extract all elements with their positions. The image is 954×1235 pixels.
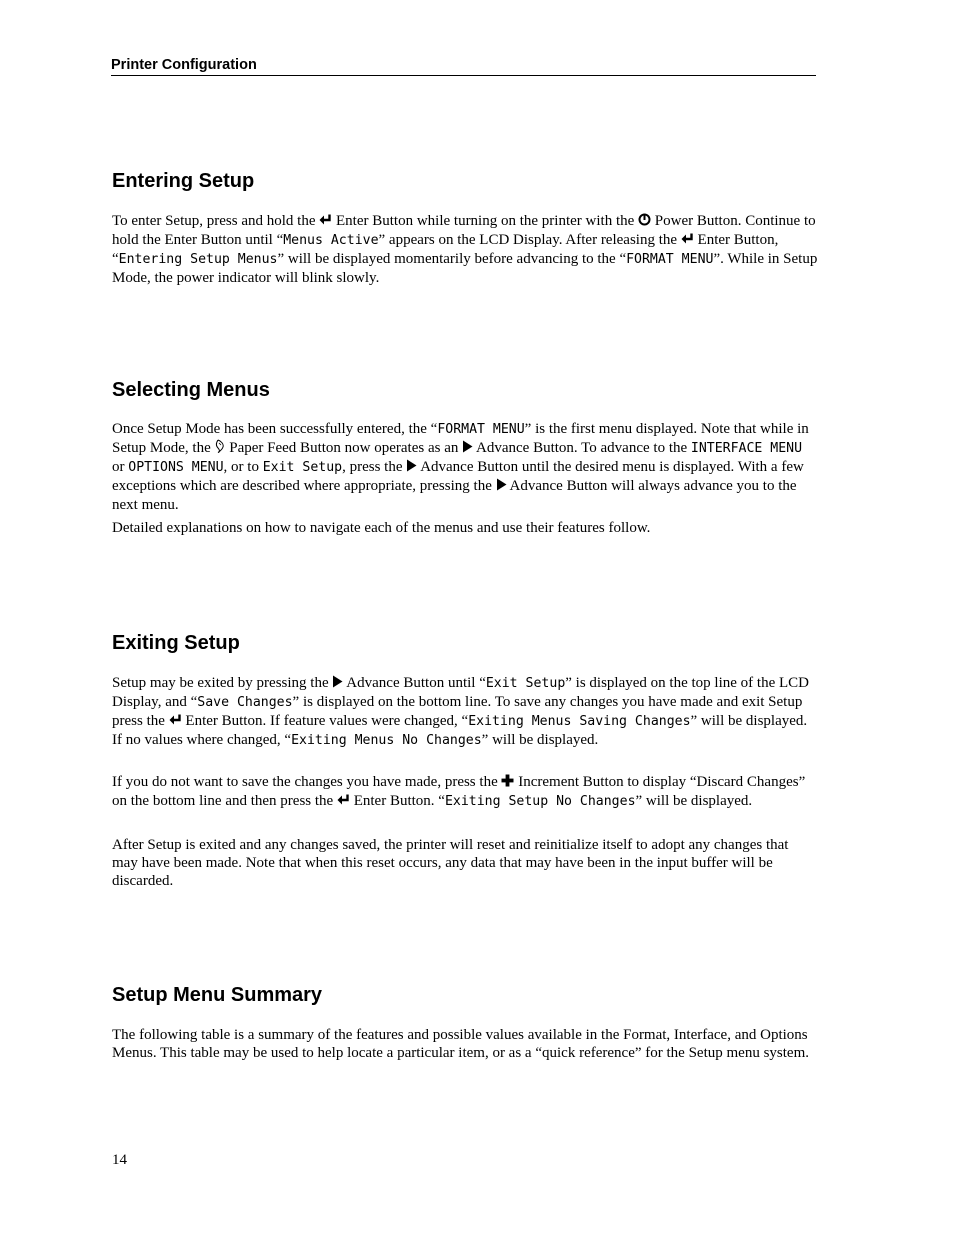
lcd-text: FORMAT MENU bbox=[437, 422, 525, 437]
text: ” is displayed on the top line of the LCD Display, and “ bbox=[112, 675, 809, 710]
lcd-text: Exiting Menus Saving Changes bbox=[468, 714, 691, 729]
text: ” is the first menu displayed. Note that while in Setup Mode, the bbox=[112, 421, 809, 456]
text: Enter Button. If feature values were changed, “ bbox=[181, 713, 469, 729]
heading-exiting-setup: Exiting Setup bbox=[112, 632, 240, 654]
text: Once Setup Mode has been successfully entered, the “ bbox=[112, 421, 438, 437]
paper-feed-icon bbox=[215, 439, 226, 458]
paragraph-entering-setup bbox=[112, 212, 818, 287]
advance-triangle-icon bbox=[496, 478, 507, 496]
text: Setup may be exited by pressing the bbox=[112, 675, 333, 691]
text: Advance Button will always advance you to the next menu. bbox=[112, 478, 797, 513]
text: Advance Button until “ bbox=[343, 675, 486, 691]
text: ” will be displayed. If no values where changed, “ bbox=[112, 713, 808, 748]
plus-icon bbox=[501, 774, 514, 792]
heading-setup-menu-summary: Setup Menu Summary bbox=[112, 984, 323, 1006]
page-number: 14 bbox=[112, 1152, 127, 1168]
text: Paper Feed Button now operates as an bbox=[225, 440, 463, 456]
advance-triangle-icon bbox=[406, 459, 417, 477]
lcd-text: Save Changes bbox=[197, 695, 293, 710]
paragraph-selecting-menus-detail: Detailed explanations on how to navigate each of the menus and use their features follow. bbox=[112, 520, 651, 536]
text: Enter Button, “ bbox=[112, 232, 779, 267]
lcd-text: Exiting Setup No Changes bbox=[444, 794, 636, 809]
text: or bbox=[112, 459, 129, 475]
text: ” will be displayed. bbox=[481, 732, 599, 748]
lcd-text: Menus Active bbox=[283, 233, 379, 248]
heading-selecting-menus: Selecting Menus bbox=[112, 379, 270, 401]
running-header bbox=[111, 57, 816, 76]
heading-entering-setup: Entering Setup bbox=[112, 170, 255, 192]
paragraph-exiting-setup-2 bbox=[112, 773, 818, 811]
text: If you do not want to save the changes you have made, press the bbox=[112, 774, 502, 790]
lcd-text: Exiting Menus No Changes bbox=[291, 733, 482, 748]
text: ” will be displayed. bbox=[635, 793, 753, 809]
text: ”. While in Setup Mode, the power indicator will blink slowly. bbox=[112, 251, 818, 286]
enter-arrow-icon bbox=[681, 232, 694, 250]
advance-triangle-icon bbox=[462, 440, 473, 458]
lcd-text: INTERFACE MENU bbox=[690, 441, 803, 456]
text: Enter Button. “ bbox=[349, 793, 445, 809]
lcd-text: OPTIONS MENU bbox=[128, 460, 224, 475]
text: , press the bbox=[342, 459, 407, 475]
enter-arrow-icon bbox=[319, 213, 332, 231]
text: ” will be displayed momentarily before advancing to the “ bbox=[277, 251, 627, 267]
text: Advance Button until the desired menu is displayed. With a few exceptions which are described where appropriate, pressing the bbox=[112, 459, 804, 494]
paragraph-selecting-menus bbox=[112, 420, 818, 514]
power-icon bbox=[638, 213, 651, 231]
paragraph-exiting-setup-1 bbox=[112, 674, 818, 750]
lcd-text: Entering Setup Menus bbox=[118, 252, 278, 267]
text: ” appears on the LCD Display. After releasing the bbox=[378, 232, 681, 248]
enter-arrow-icon bbox=[169, 713, 182, 731]
advance-triangle-icon bbox=[332, 675, 343, 693]
text: Enter Button while turning on the printer with the bbox=[332, 213, 639, 229]
header-title: Printer Configuration bbox=[111, 57, 257, 73]
paragraph-setup-menu-summary: The following table is a summary of the features and possible values available in the Format, Interface, and Options Menus. This table may be used to help locate a particular item, or as a “quick reference” for the Setup menu system. bbox=[112, 1027, 809, 1061]
text: To enter Setup, press and hold the bbox=[112, 213, 320, 229]
text: Advance Button. To advance to the bbox=[473, 440, 691, 456]
text: ” is displayed on the bottom line. To save any changes you have made and exit Setup press the bbox=[112, 694, 803, 729]
lcd-text: Exit Setup bbox=[262, 460, 343, 475]
lcd-text: Exit Setup bbox=[485, 676, 566, 691]
text: Power Button. Continue to hold the Enter Button until “ bbox=[112, 213, 816, 248]
enter-arrow-icon bbox=[337, 793, 350, 811]
lcd-text: FORMAT MENU bbox=[626, 252, 714, 267]
text: , or to bbox=[223, 459, 263, 475]
text: Increment Button to display “Discard Changes” on the bottom line and then press the bbox=[112, 774, 806, 809]
paragraph-exiting-setup-3: After Setup is exited and any changes saved, the printer will reset and reinitialize itself to adopt any changes that may have been made. Note that when this reset occurs, any data that may have been in the input buffer will be discarded. bbox=[112, 837, 789, 889]
